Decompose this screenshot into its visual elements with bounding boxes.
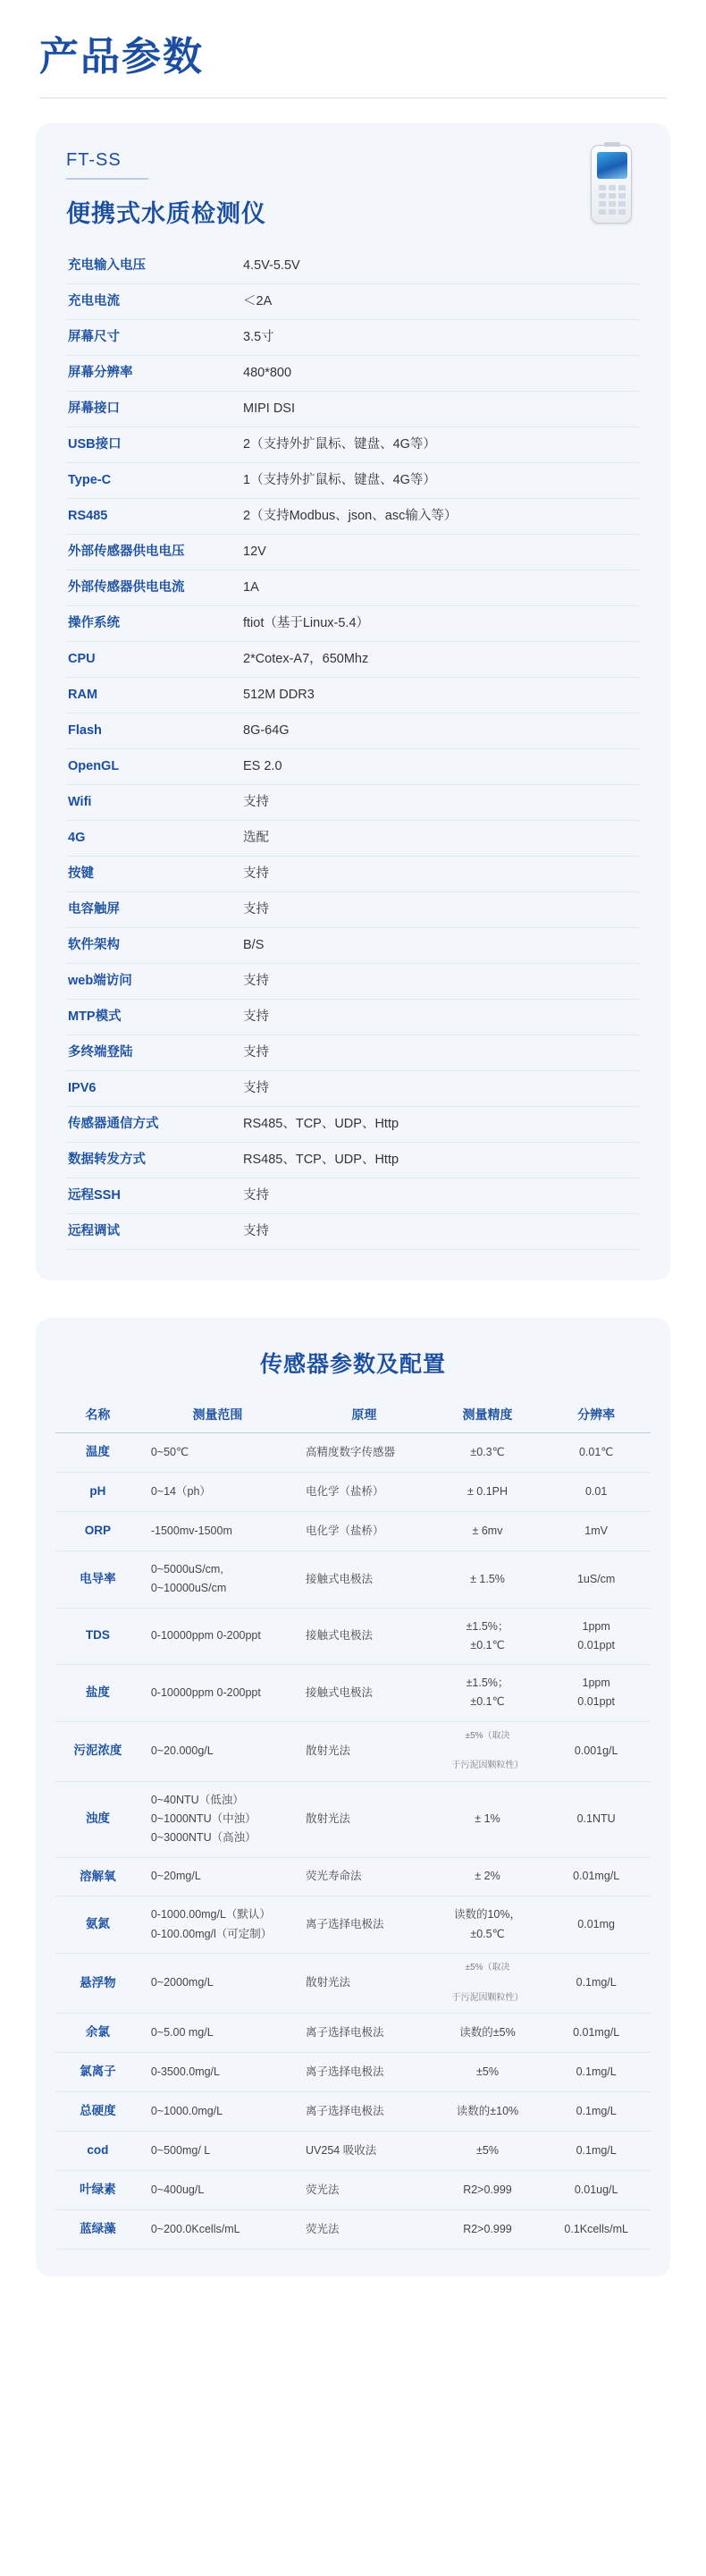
spec-value: 支持 [243, 795, 269, 810]
spec-value: 选配 [243, 831, 269, 846]
sensor-principle: 离子选择电极法 [295, 2053, 433, 2092]
sensor-accuracy: 读数的10%， ±0.5℃ [433, 1896, 542, 1954]
sensor-range: 0-1000.00mg/L（默认） 0-100.00mg/l（可定制） [140, 1896, 295, 1954]
spec-row [66, 1035, 640, 1071]
sensor-row [55, 2132, 651, 2171]
spec-table [66, 249, 640, 1250]
sensor-accuracy: ± 1% [433, 1781, 542, 1857]
sensor-range: 0~20.000g/L [140, 1721, 295, 1781]
spec-key: 软件架构 [68, 938, 120, 953]
spec-key: Wifi [68, 795, 92, 810]
sensor-table [55, 1398, 651, 2250]
sensor-accuracy: R2>0.999 [433, 2209, 542, 2249]
handheld-device-icon [586, 145, 636, 227]
sensor-row [55, 2092, 651, 2132]
spec-row [66, 355, 640, 391]
sensor-range: 0~400ug/L [140, 2170, 295, 2209]
sensor-accuracy: R2>0.999 [433, 2170, 542, 2209]
sensor-row [55, 2209, 651, 2249]
sensor-name: 盐度 [55, 1665, 140, 1722]
product-model: FT-SS [66, 150, 148, 180]
spec-key: MTP模式 [68, 1009, 122, 1025]
spec-value: 2（支持外扩鼠标、键盘、4G等） [243, 436, 436, 452]
spec-value: 支持 [243, 1188, 269, 1204]
spec-value: 支持 [243, 1009, 269, 1025]
spec-value: 支持 [243, 866, 269, 882]
sensor-accuracy: ± 0.1PH [433, 1473, 542, 1512]
spec-key: Type-C [68, 472, 112, 487]
spec-key: RS485 [68, 508, 108, 523]
sensor-name: 污泥浓度 [55, 1721, 140, 1781]
sensor-resolution: 0.1mg/L [542, 2092, 651, 2132]
spec-value: 512M DDR3 [243, 687, 315, 702]
spec-row [66, 857, 640, 892]
sensor-resolution: 1mV [542, 1512, 651, 1551]
spec-row [66, 677, 640, 713]
sensor-resolution: 0.1Kcells/mL [542, 2209, 651, 2249]
sensor-name: cod [55, 2132, 140, 2171]
sensor-name: TDS [55, 1608, 140, 1665]
spec-key: 远程调试 [68, 1224, 120, 1239]
sensor-range: 0~5000uS/cm, 0~10000uS/cm [140, 1551, 295, 1609]
sensor-name: 蓝绿藻 [55, 2209, 140, 2249]
sensor-name: 氯离子 [55, 2053, 140, 2092]
spec-key: 屏幕分辨率 [68, 365, 133, 380]
sensor-resolution: 1uS/cm [542, 1551, 651, 1609]
spec-key: 操作系统 [68, 615, 120, 630]
sensor-accuracy: ± 1.5% [433, 1551, 542, 1609]
sensor-resolution: 0.1mg/L [542, 2132, 651, 2171]
sensor-resolution: 0.1NTU [542, 1781, 651, 1857]
sensor-range: 0~1000.0mg/L [140, 2092, 295, 2132]
sensor-principle: 离子选择电极法 [295, 1896, 433, 1954]
spec-key: 充电输入电压 [68, 258, 146, 273]
sensor-principle: 散射光法 [295, 1721, 433, 1781]
spec-row [66, 427, 640, 462]
sensor-name: 浊度 [55, 1781, 140, 1857]
spec-row [66, 570, 640, 605]
sensor-resolution: 0.01 [542, 1473, 651, 1512]
sensor-principle: 荧光法 [295, 2209, 433, 2249]
sensor-col-header: 名称 [55, 1398, 140, 1433]
sensor-name: 电导率 [55, 1551, 140, 1609]
sensor-principle: 散射光法 [295, 1953, 433, 2013]
sensor-principle: 荧光法 [295, 2170, 433, 2209]
spec-row [66, 1143, 640, 1178]
sensor-col-header: 测量精度 [433, 1398, 542, 1433]
sensor-name: 溶解氧 [55, 1857, 140, 1896]
spec-value: 480*800 [243, 365, 292, 380]
spec-row [66, 892, 640, 928]
spec-value: 支持 [243, 974, 269, 989]
sensor-range: 0-10000ppm 0-200ppt [140, 1665, 295, 1722]
spec-value: 支持 [243, 1045, 269, 1060]
sensor-row [55, 1781, 651, 1857]
sensor-name: pH [55, 1473, 140, 1512]
spec-row [66, 391, 640, 427]
spec-row [66, 1071, 640, 1107]
sensor-principle: 接触式电极法 [295, 1665, 433, 1722]
sensor-accuracy: ±5%（取决 于污泥因颗粒性） [433, 1721, 542, 1781]
spec-row [66, 462, 640, 498]
page-header [0, 0, 706, 98]
spec-key: OpenGL [68, 759, 120, 774]
spec-key: 数据转发方式 [68, 1153, 146, 1168]
spec-value: MIPI DSI [243, 401, 296, 416]
sensor-resolution: 0.1mg/L [542, 2053, 651, 2092]
spec-row [66, 928, 640, 964]
spec-key: 多终端登陆 [68, 1045, 133, 1060]
sensor-principle: UV254 吸收法 [295, 2132, 433, 2171]
spec-key: 外部传感器供电电压 [68, 544, 185, 559]
product-spec-card [36, 123, 670, 1280]
sensor-principle: 荧光寿命法 [295, 1857, 433, 1896]
product-name: 便携式水质检测仪 [66, 199, 266, 227]
sensor-spec-card [36, 1318, 670, 2276]
sensor-row [55, 2014, 651, 2053]
spec-key: 4G [68, 831, 86, 846]
spec-row [66, 964, 640, 1000]
sensor-name: 温度 [55, 1433, 140, 1473]
sensor-col-header: 原理 [295, 1398, 433, 1433]
spec-key: 传感器通信方式 [68, 1117, 159, 1132]
spec-row [66, 714, 640, 749]
spec-row [66, 1178, 640, 1214]
sensor-accuracy: ± 2% [433, 1857, 542, 1896]
sensor-accuracy: ±1.5%； ±0.1℃ [433, 1665, 542, 1722]
sensor-principle: 电化学（盐桥） [295, 1473, 433, 1512]
spec-key: IPV6 [68, 1081, 97, 1096]
spec-value: RS485、TCP、UDP、Http [243, 1117, 399, 1132]
sensor-range: 0-10000ppm 0-200ppt [140, 1608, 295, 1665]
spec-key: Flash [68, 723, 102, 738]
spec-row [66, 605, 640, 641]
spec-value: 支持 [243, 902, 269, 917]
spec-key: 外部传感器供电电流 [68, 579, 185, 595]
sensor-resolution: 0.01ug/L [542, 2170, 651, 2209]
sensor-row [55, 1608, 651, 1665]
spec-key: 充电电流 [68, 293, 120, 308]
spec-row [66, 641, 640, 677]
sensor-resolution: 0.001g/L [542, 1721, 651, 1781]
sensor-name: 余氯 [55, 2014, 140, 2053]
sensor-name: 氨氮 [55, 1896, 140, 1954]
sensor-principle: 接触式电极法 [295, 1608, 433, 1665]
sensor-row [55, 2053, 651, 2092]
sensor-row [55, 1433, 651, 1473]
spec-value: 2（支持Modbus、json、asc输入等） [243, 508, 458, 523]
sensor-range: 0~5.00 mg/L [140, 2014, 295, 2053]
sensor-range: 0~14（ph） [140, 1473, 295, 1512]
sensor-accuracy: ±5% [433, 2053, 542, 2092]
sensor-row [55, 1512, 651, 1551]
sensor-accuracy: ±5% [433, 2132, 542, 2171]
sensor-row [55, 1896, 651, 1954]
spec-value: 8G-64G [243, 723, 290, 738]
spec-key: USB接口 [68, 436, 122, 452]
spec-value: B/S [243, 938, 265, 953]
sensor-principle: 高精度数字传感器 [295, 1433, 433, 1473]
sensor-accuracy: ± 6mv [433, 1512, 542, 1551]
sensor-name: ORP [55, 1512, 140, 1551]
sensor-table-header-row [55, 1398, 651, 1433]
sensor-resolution: 0.01mg/L [542, 1857, 651, 1896]
sensor-row [55, 1857, 651, 1896]
sensor-row [55, 1721, 651, 1781]
spec-row [66, 1107, 640, 1143]
spec-key: 电容触屏 [68, 902, 120, 917]
spec-key: 远程SSH [68, 1188, 121, 1204]
sensor-resolution: 0.01℃ [542, 1433, 651, 1473]
sensor-range: 0-3500.0mg/L [140, 2053, 295, 2092]
spec-row [66, 785, 640, 821]
spec-row [66, 498, 640, 534]
header-divider [39, 97, 667, 98]
spec-key: CPU [68, 651, 96, 666]
spec-value: 支持 [243, 1081, 269, 1096]
sensor-row [55, 1953, 651, 2013]
sensor-accuracy: ±0.3℃ [433, 1433, 542, 1473]
sensor-principle: 离子选择电极法 [295, 2092, 433, 2132]
sensor-accuracy: ±5%（取决 于污泥因颗粒性） [433, 1953, 542, 2013]
spec-row [66, 749, 640, 785]
sensor-principle: 电化学（盐桥） [295, 1512, 433, 1551]
sensor-range: 0~2000mg/L [140, 1953, 295, 2013]
spec-row [66, 821, 640, 857]
spec-key: 屏幕尺寸 [68, 329, 120, 344]
sensor-row [55, 1665, 651, 1722]
spec-value: 支持 [243, 1224, 269, 1239]
spec-value: RS485、TCP、UDP、Http [243, 1153, 399, 1168]
spec-key: web端访问 [68, 974, 132, 989]
sensor-name: 悬浮物 [55, 1953, 140, 2013]
sensor-accuracy: 读数的±10% [433, 2092, 542, 2132]
spec-value: 2*Cotex-A7，650Mhz [243, 651, 369, 666]
sensor-row [55, 1473, 651, 1512]
sensor-resolution: 0.1mg/L [542, 1953, 651, 2013]
sensor-range: 0~200.0Kcells/mL [140, 2209, 295, 2249]
spec-row [66, 319, 640, 355]
page-title: 产品参数 [39, 35, 204, 79]
product-identity [66, 150, 640, 229]
spec-row [66, 249, 640, 284]
spec-key: RAM [68, 687, 98, 702]
sensor-name: 叶绿素 [55, 2170, 140, 2209]
spec-value: ES 2.0 [243, 759, 282, 774]
spec-value: ftiot（基于Linux-5.4） [243, 615, 370, 630]
sensor-accuracy: 读数的±5% [433, 2014, 542, 2053]
sensor-resolution: 1ppm 0.01ppt [542, 1665, 651, 1722]
spec-row [66, 1214, 640, 1250]
spec-value: 4.5V-5.5V [243, 258, 300, 273]
spec-key: 按键 [68, 866, 94, 882]
sensor-name: 总硬度 [55, 2092, 140, 2132]
sensor-resolution: 1ppm 0.01ppt [542, 1608, 651, 1665]
sensor-col-header: 测量范围 [140, 1398, 295, 1433]
sensor-range: 0~500mg/ L [140, 2132, 295, 2171]
sensor-principle: 散射光法 [295, 1781, 433, 1857]
sensor-section-title: 传感器参数及配置 [259, 1352, 446, 1378]
sensor-principle: 离子选择电极法 [295, 2014, 433, 2053]
spec-key: 屏幕接口 [68, 401, 120, 416]
sensor-row [55, 2170, 651, 2209]
sensor-principle: 接触式电极法 [295, 1551, 433, 1609]
sensor-range: 0~20mg/L [140, 1857, 295, 1896]
spec-row [66, 1000, 640, 1035]
sensor-resolution: 0.01mg/L [542, 2014, 651, 2053]
spec-value: 12V [243, 544, 266, 559]
sensor-range: 0~50℃ [140, 1433, 295, 1473]
spec-value: 1A [243, 579, 259, 595]
spec-row [66, 283, 640, 319]
spec-value: 3.5寸 [243, 329, 274, 344]
spec-value: ＜2A [243, 293, 273, 308]
spec-value: 1（支持外扩鼠标、键盘、4G等） [243, 472, 436, 487]
sensor-resolution: 0.01mg [542, 1896, 651, 1954]
sensor-accuracy: ±1.5%； ±0.1℃ [433, 1608, 542, 1665]
sensor-row [55, 1551, 651, 1609]
spec-row [66, 534, 640, 570]
sensor-col-header: 分辨率 [542, 1398, 651, 1433]
sensor-range: 0~40NTU（低浊） 0~1000NTU（中浊） 0~3000NTU（高浊） [140, 1781, 295, 1857]
sensor-range: -1500mv-1500m [140, 1512, 295, 1551]
